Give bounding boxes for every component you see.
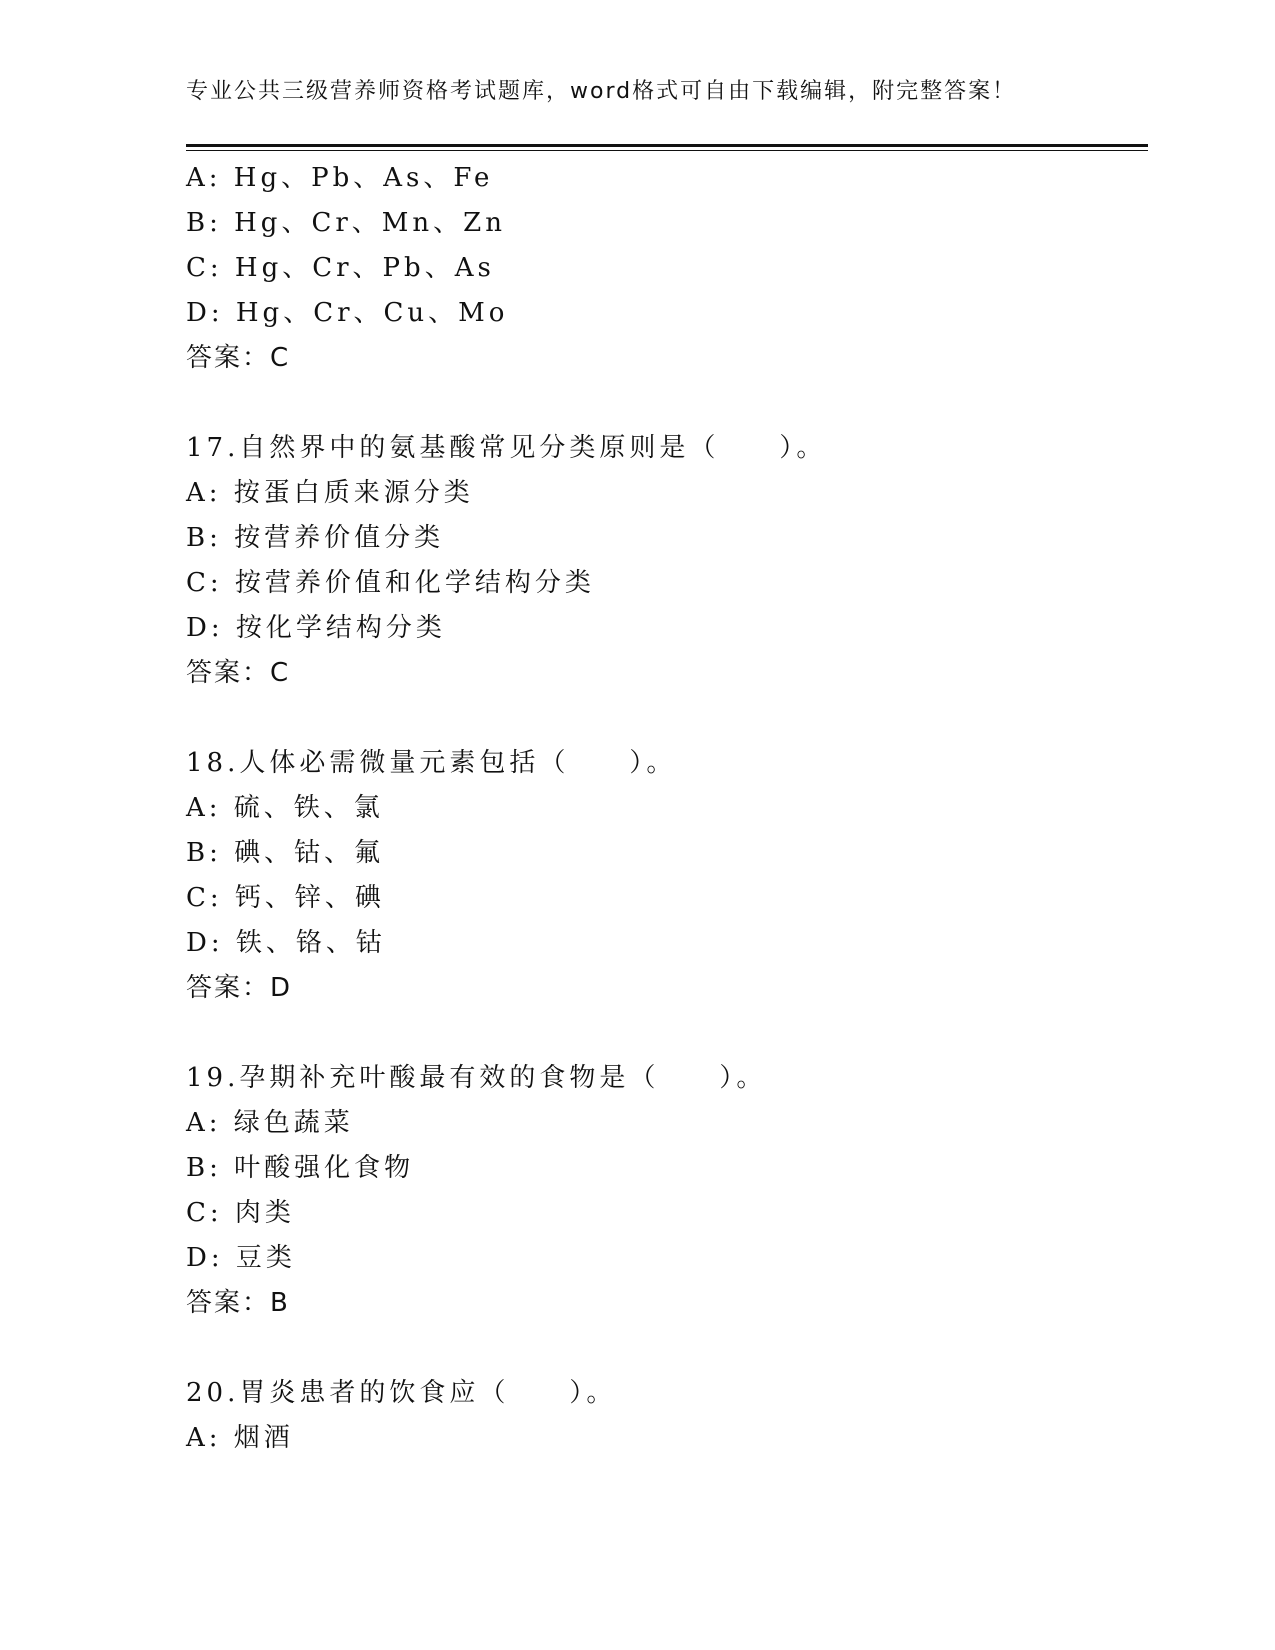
q16-option-a: A: Hg、Pb、As、Fe — [186, 163, 494, 193]
q16-option-c: C: Hg、Cr、Pb、As — [186, 253, 495, 283]
q19-option-c: C: 肉类 — [186, 1198, 295, 1228]
q18-answer: 答案：D — [186, 973, 293, 1003]
q16-answer: 答案：C — [186, 343, 291, 373]
q17-option-c: C: 按营养价值和化学结构分类 — [186, 568, 595, 598]
q18-option-a: A: 硫、铁、氯 — [186, 793, 384, 823]
q18-stem: 18.人体必需微量元素包括（ ）。 — [186, 748, 677, 778]
q16-option-b: B: Hg、Cr、Mn、Zn — [186, 208, 506, 238]
q18-option-c: C: 钙、锌、碘 — [186, 883, 385, 913]
header-rule-thick — [186, 144, 1148, 147]
q17-answer: 答案：C — [186, 658, 291, 688]
q16-option-d: D: Hg、Cr、Cu、Mo — [186, 298, 509, 328]
header-rule-thin — [186, 150, 1148, 151]
q18-option-b: B: 碘、钴、氟 — [186, 838, 385, 868]
q17-option-b: B: 按营养价值分类 — [186, 523, 445, 553]
q20-stem: 20.胃炎患者的饮食应（ ）。 — [186, 1378, 617, 1408]
q18-option-d: D: 铁、铬、钴 — [186, 928, 386, 958]
q19-answer: 答案：B — [186, 1288, 290, 1318]
q19-stem: 19.孕期补充叶酸最有效的食物是（ ）。 — [186, 1063, 767, 1093]
q17-option-a: A: 按蛋白质来源分类 — [186, 478, 474, 508]
q17-stem: 17.自然界中的氨基酸常见分类原则是（ ）。 — [186, 433, 827, 463]
page-header: 专业公共三级营养师资格考试题库，word格式可自由下载编辑，附完整答案！ — [186, 79, 1017, 104]
q19-option-b: B: 叶酸强化食物 — [186, 1153, 415, 1183]
q20-option-a: A: 烟酒 — [186, 1423, 294, 1453]
q17-option-d: D: 按化学结构分类 — [186, 613, 446, 643]
q19-option-a: A: 绿色蔬菜 — [186, 1108, 354, 1138]
q19-option-d: D: 豆类 — [186, 1243, 296, 1273]
